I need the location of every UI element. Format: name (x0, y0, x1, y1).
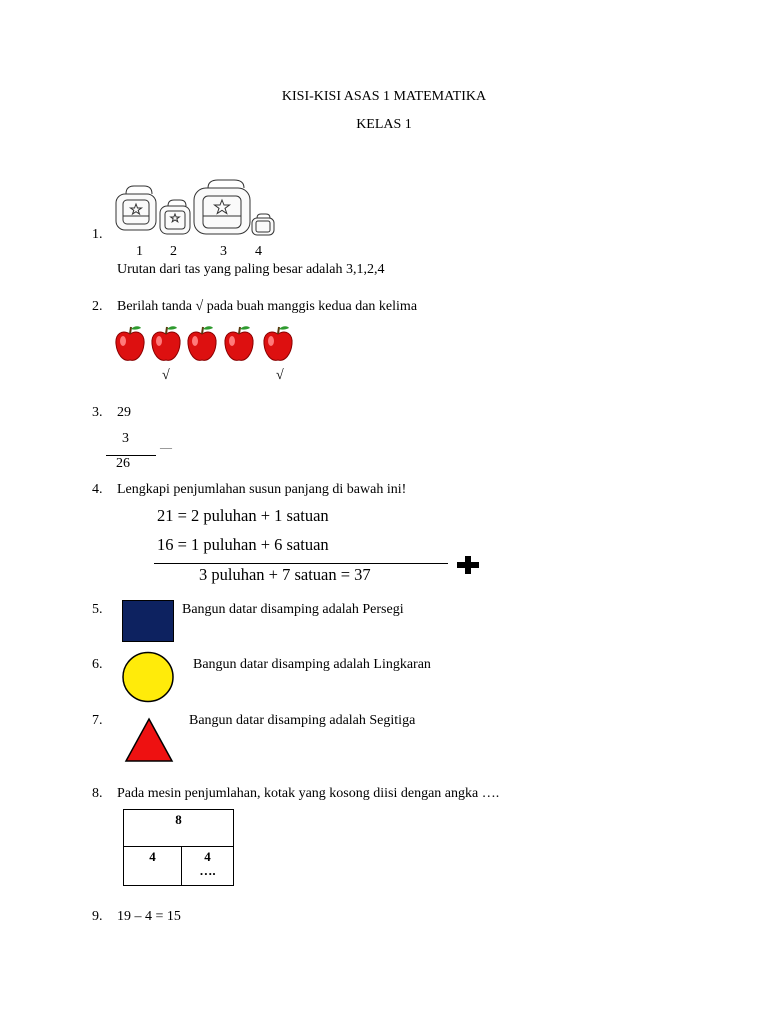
q4-number: 4. (92, 482, 103, 497)
q7-text: Bangun datar disamping adalah Segitiga (189, 713, 416, 728)
q1-label-3: 3 (220, 244, 227, 259)
q4-line-1: 21 = 2 puluhan + 1 satuan (157, 506, 329, 525)
machine-top-cell: 8 (124, 810, 234, 847)
q3-number: 3. (92, 405, 103, 420)
q3-line (106, 455, 156, 456)
q2-mark-fifth: √ (276, 368, 284, 383)
q5-number: 5. (92, 602, 103, 617)
plus-icon (457, 556, 479, 574)
circle-shape (121, 651, 175, 703)
backpack-1-icon (116, 186, 156, 230)
q1-answer: Urutan dari tas yang paling besar adalah 3,1,2,4 (117, 262, 385, 277)
addition-machine (123, 809, 234, 886)
q6-number: 6. (92, 657, 103, 672)
q1-number: 1. (92, 227, 103, 242)
triangle-shape (124, 717, 174, 763)
q4-sum-line (154, 563, 448, 564)
machine-blank: …. (199, 863, 216, 878)
backpack-2-icon (160, 200, 190, 234)
q8-text: Pada mesin penjumlahan, kotak yang kosong diisi dengan angka …. (117, 786, 500, 801)
machine-left-cell: 4 (124, 847, 182, 886)
q3-operator: — (160, 440, 172, 454)
q4-line-3: 3 puluhan + 7 satuan = 37 (199, 565, 371, 584)
q1-label-1: 1 (136, 244, 143, 259)
q4-text: Lengkapi penjumlahan susun panjang di bawah ini! (117, 482, 407, 497)
q7-number: 7. (92, 713, 103, 728)
q6-text: Bangun datar disamping adalah Lingkaran (193, 657, 431, 672)
backpacks-illustration (112, 178, 278, 240)
q9-text: 19 – 4 = 15 (117, 909, 181, 924)
q1-label-4: 4 (255, 244, 262, 259)
page-title: KISI-KISI ASAS 1 MATEMATIKA (281, 89, 487, 104)
q4-line-2: 16 = 1 puluhan + 6 satuan (157, 535, 329, 554)
machine-right-cell (182, 847, 234, 886)
q8-number: 8. (92, 786, 103, 801)
fruit-3-icon (188, 326, 216, 360)
q3-top: 29 (117, 405, 131, 420)
q2-mark-second: √ (162, 368, 170, 383)
fruit-1-icon (116, 326, 144, 360)
q2-text: Berilah tanda √ pada buah manggis kedua dan kelima (117, 299, 418, 314)
backpack-4-icon (252, 214, 274, 235)
square-shape (122, 600, 174, 642)
backpack-3-icon (194, 180, 250, 234)
fruit-2-icon (152, 326, 180, 360)
q9-number: 9. (92, 909, 103, 924)
machine-right-value: 4 (204, 849, 211, 864)
q5-text: Bangun datar disamping adalah Persegi (182, 602, 404, 617)
q3-result: 26 (116, 456, 130, 471)
q2-number: 2. (92, 299, 103, 314)
q3-middle: 3 (122, 431, 129, 446)
fruit-5-icon (264, 326, 292, 360)
fruit-row (112, 322, 298, 364)
fruit-4-icon (225, 326, 253, 360)
q1-label-2: 2 (170, 244, 177, 259)
page-subtitle: KELAS 1 (356, 117, 412, 132)
